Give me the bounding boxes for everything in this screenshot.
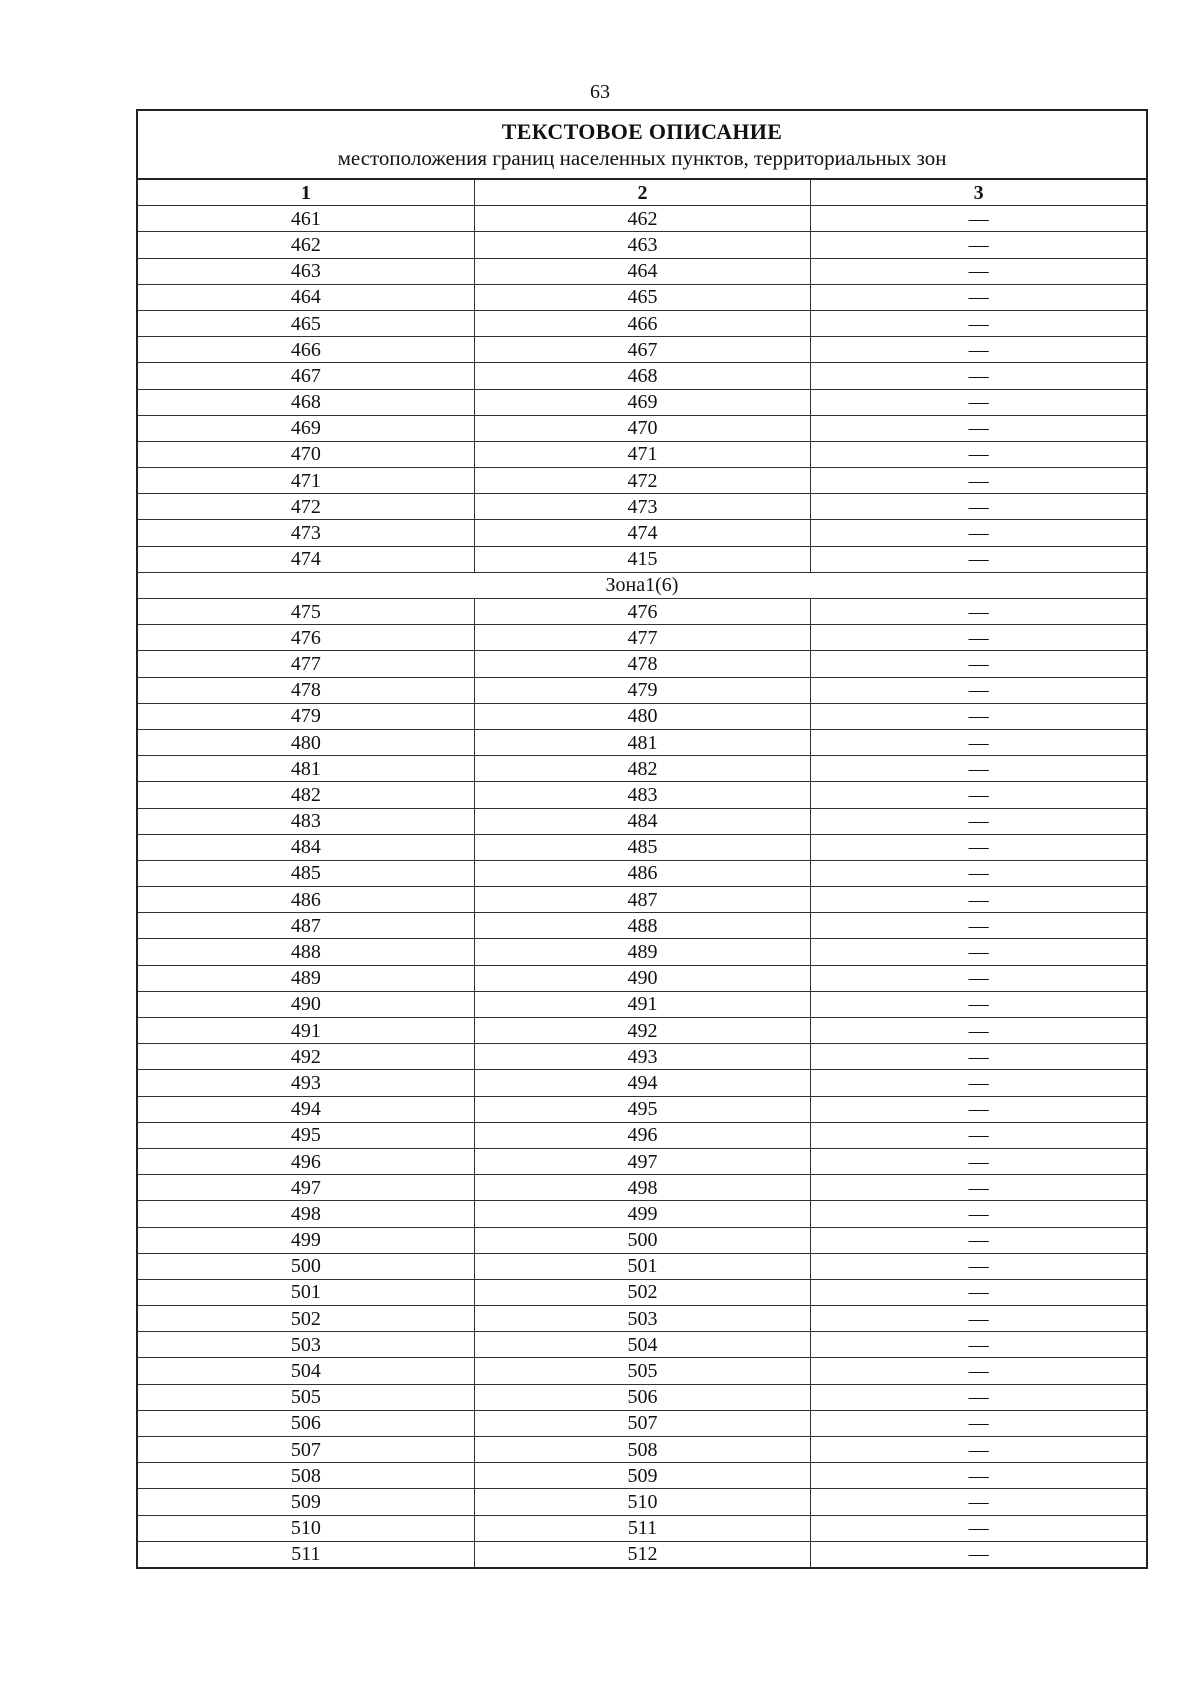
- point-number-cell: 484: [137, 834, 474, 860]
- point-number-cell: 476: [474, 599, 810, 625]
- point-number-cell: 490: [474, 965, 810, 991]
- table-row: [137, 389, 1147, 415]
- point-number-cell: 505: [137, 1384, 474, 1410]
- point-number-cell: 466: [137, 337, 474, 363]
- point-number-cell: 493: [137, 1070, 474, 1096]
- point-number-cell: 497: [137, 1175, 474, 1201]
- dash-cell: —: [811, 834, 1147, 860]
- table-row: [137, 258, 1147, 284]
- point-number-cell: 476: [137, 625, 474, 651]
- table-row: [137, 834, 1147, 860]
- point-number-cell: 485: [474, 834, 810, 860]
- dash-cell: —: [811, 1515, 1147, 1541]
- point-number-cell: 489: [474, 939, 810, 965]
- table-row: [137, 1489, 1147, 1515]
- point-number-cell: 483: [137, 808, 474, 834]
- dash-cell: —: [811, 756, 1147, 782]
- dash-cell: —: [811, 729, 1147, 755]
- dash-cell: —: [811, 1018, 1147, 1044]
- point-number-cell: 463: [137, 258, 474, 284]
- zone-row: [137, 572, 1147, 598]
- point-number-cell: 469: [137, 415, 474, 441]
- table-row: [137, 860, 1147, 886]
- boundary-description-table: [136, 109, 1148, 1569]
- dash-cell: —: [811, 389, 1147, 415]
- dash-cell: —: [811, 1096, 1147, 1122]
- dash-cell: —: [811, 1044, 1147, 1070]
- table-body: [137, 110, 1147, 1568]
- table-row: [137, 337, 1147, 363]
- dash-cell: —: [811, 1201, 1147, 1227]
- table-row: [137, 415, 1147, 441]
- point-number-cell: 498: [137, 1201, 474, 1227]
- dash-cell: —: [811, 1279, 1147, 1305]
- point-number-cell: 479: [474, 677, 810, 703]
- point-number-cell: 484: [474, 808, 810, 834]
- dash-cell: —: [811, 337, 1147, 363]
- point-number-cell: 475: [137, 599, 474, 625]
- point-number-cell: 503: [474, 1306, 810, 1332]
- dash-cell: —: [811, 1070, 1147, 1096]
- table-row: [137, 887, 1147, 913]
- table-row: [137, 782, 1147, 808]
- dash-cell: —: [811, 625, 1147, 651]
- point-number-cell: 479: [137, 703, 474, 729]
- point-number-cell: 466: [474, 310, 810, 336]
- dash-cell: —: [811, 441, 1147, 467]
- dash-cell: —: [811, 1541, 1147, 1568]
- point-number-cell: 496: [137, 1148, 474, 1174]
- dash-cell: —: [811, 939, 1147, 965]
- dash-cell: —: [811, 258, 1147, 284]
- table-row: [137, 756, 1147, 782]
- page-number: 63: [590, 81, 610, 103]
- point-number-cell: 507: [474, 1410, 810, 1436]
- point-number-cell: 495: [474, 1096, 810, 1122]
- point-number-cell: 500: [474, 1227, 810, 1253]
- dash-cell: —: [811, 1358, 1147, 1384]
- table-row: [137, 1201, 1147, 1227]
- table-row: [137, 677, 1147, 703]
- point-number-cell: 473: [474, 494, 810, 520]
- dash-cell: —: [811, 520, 1147, 546]
- point-number-cell: 482: [474, 756, 810, 782]
- table-row: [137, 520, 1147, 546]
- table-row: [137, 599, 1147, 625]
- point-number-cell: 478: [474, 651, 810, 677]
- point-number-cell: 500: [137, 1253, 474, 1279]
- table-row: [137, 1463, 1147, 1489]
- point-number-cell: 502: [474, 1279, 810, 1305]
- dash-cell: —: [811, 1489, 1147, 1515]
- point-number-cell: 509: [137, 1489, 474, 1515]
- table-row: [137, 1148, 1147, 1174]
- point-number-cell: 471: [474, 441, 810, 467]
- point-number-cell: 465: [474, 284, 810, 310]
- point-number-cell: 499: [137, 1227, 474, 1253]
- dash-cell: —: [811, 1437, 1147, 1463]
- point-number-cell: 492: [137, 1044, 474, 1070]
- dash-cell: —: [811, 310, 1147, 336]
- table-row: [137, 703, 1147, 729]
- point-number-cell: 465: [137, 310, 474, 336]
- point-number-cell: 512: [474, 1541, 810, 1568]
- dash-cell: —: [811, 363, 1147, 389]
- point-number-cell: 501: [474, 1253, 810, 1279]
- point-number-cell: 478: [137, 677, 474, 703]
- dash-cell: —: [811, 1332, 1147, 1358]
- dash-cell: —: [811, 808, 1147, 834]
- table-row: [137, 441, 1147, 467]
- point-number-cell: 506: [137, 1410, 474, 1436]
- point-number-cell: 493: [474, 1044, 810, 1070]
- point-number-cell: 469: [474, 389, 810, 415]
- table-row: [137, 965, 1147, 991]
- column-header-row: [137, 179, 1147, 206]
- table-row: [137, 939, 1147, 965]
- point-number-cell: 464: [137, 284, 474, 310]
- table-row: [137, 729, 1147, 755]
- point-number-cell: 488: [474, 913, 810, 939]
- dash-cell: —: [811, 1227, 1147, 1253]
- table-row: [137, 991, 1147, 1017]
- point-number-cell: 497: [474, 1148, 810, 1174]
- point-number-cell: 470: [474, 415, 810, 441]
- table-row: [137, 1175, 1147, 1201]
- table-row: [137, 284, 1147, 310]
- title-row: [137, 110, 1147, 179]
- table-row: [137, 1070, 1147, 1096]
- dash-cell: —: [811, 1175, 1147, 1201]
- table-row: [137, 232, 1147, 258]
- point-number-cell: 468: [474, 363, 810, 389]
- point-number-cell: 471: [137, 468, 474, 494]
- dash-cell: —: [811, 1384, 1147, 1410]
- point-number-cell: 477: [474, 625, 810, 651]
- dash-cell: —: [811, 677, 1147, 703]
- point-number-cell: 468: [137, 389, 474, 415]
- point-number-cell: 501: [137, 1279, 474, 1305]
- point-number-cell: 470: [137, 441, 474, 467]
- dash-cell: —: [811, 415, 1147, 441]
- point-number-cell: 506: [474, 1384, 810, 1410]
- point-number-cell: 467: [137, 363, 474, 389]
- point-number-cell: 494: [137, 1096, 474, 1122]
- dash-cell: —: [811, 991, 1147, 1017]
- dash-cell: —: [811, 494, 1147, 520]
- point-number-cell: 509: [474, 1463, 810, 1489]
- table-row: [137, 1044, 1147, 1070]
- point-number-cell: 511: [474, 1515, 810, 1541]
- point-number-cell: 474: [474, 520, 810, 546]
- table-row: [137, 546, 1147, 572]
- column-header-2: 2: [474, 179, 810, 206]
- point-number-cell: 488: [137, 939, 474, 965]
- table-row: [137, 1437, 1147, 1463]
- table-row: [137, 1279, 1147, 1305]
- table-row: [137, 1515, 1147, 1541]
- point-number-cell: 485: [137, 860, 474, 886]
- table-row: [137, 808, 1147, 834]
- point-number-cell: 510: [474, 1489, 810, 1515]
- point-number-cell: 462: [474, 206, 810, 232]
- table-row: [137, 363, 1147, 389]
- point-number-cell: 491: [474, 991, 810, 1017]
- table-row: [137, 1384, 1147, 1410]
- point-number-cell: 482: [137, 782, 474, 808]
- point-number-cell: 508: [137, 1463, 474, 1489]
- table-row: [137, 1122, 1147, 1148]
- point-number-cell: 483: [474, 782, 810, 808]
- dash-cell: —: [811, 1463, 1147, 1489]
- dash-cell: —: [811, 599, 1147, 625]
- table-row: [137, 494, 1147, 520]
- dash-cell: —: [811, 1410, 1147, 1436]
- point-number-cell: 490: [137, 991, 474, 1017]
- point-number-cell: 473: [137, 520, 474, 546]
- point-number-cell: 486: [474, 860, 810, 886]
- point-number-cell: 489: [137, 965, 474, 991]
- point-number-cell: 491: [137, 1018, 474, 1044]
- point-number-cell: 507: [137, 1437, 474, 1463]
- point-number-cell: 480: [137, 729, 474, 755]
- point-number-cell: 472: [474, 468, 810, 494]
- point-number-cell: 508: [474, 1437, 810, 1463]
- dash-cell: —: [811, 1122, 1147, 1148]
- point-number-cell: 504: [474, 1332, 810, 1358]
- point-number-cell: 480: [474, 703, 810, 729]
- dash-cell: —: [811, 206, 1147, 232]
- dash-cell: —: [811, 232, 1147, 258]
- column-header-1: 1: [137, 179, 474, 206]
- point-number-cell: 487: [137, 913, 474, 939]
- table-row: [137, 1410, 1147, 1436]
- dash-cell: —: [811, 546, 1147, 572]
- document-title: ТЕКСТОВОЕ ОПИСАНИЕ: [501, 118, 783, 144]
- point-number-cell: 503: [137, 1332, 474, 1358]
- point-number-cell: 415: [474, 546, 810, 572]
- dash-cell: —: [811, 1253, 1147, 1279]
- point-number-cell: 511: [137, 1541, 474, 1568]
- point-number-cell: 486: [137, 887, 474, 913]
- point-number-cell: 502: [137, 1306, 474, 1332]
- table-row: [137, 1541, 1147, 1568]
- dash-cell: —: [811, 1306, 1147, 1332]
- dash-cell: —: [811, 468, 1147, 494]
- point-number-cell: 499: [474, 1201, 810, 1227]
- document-subtitle: местоположения границ населенных пунктов, территориальных зон: [337, 145, 947, 170]
- dash-cell: —: [811, 913, 1147, 939]
- table-row: [137, 1358, 1147, 1384]
- table-row: [137, 310, 1147, 336]
- point-number-cell: 463: [474, 232, 810, 258]
- point-number-cell: 495: [137, 1122, 474, 1148]
- table-row: [137, 651, 1147, 677]
- dash-cell: —: [811, 651, 1147, 677]
- point-number-cell: 504: [137, 1358, 474, 1384]
- point-number-cell: 498: [474, 1175, 810, 1201]
- dash-cell: —: [811, 1148, 1147, 1174]
- point-number-cell: 492: [474, 1018, 810, 1044]
- point-number-cell: 510: [137, 1515, 474, 1541]
- table-row: [137, 1227, 1147, 1253]
- point-number-cell: 474: [137, 546, 474, 572]
- table-row: [137, 1332, 1147, 1358]
- dash-cell: —: [811, 965, 1147, 991]
- table-row: [137, 1096, 1147, 1122]
- point-number-cell: 462: [137, 232, 474, 258]
- column-header-3: 3: [811, 179, 1147, 206]
- title-cell: [137, 110, 1147, 179]
- point-number-cell: 481: [137, 756, 474, 782]
- table-row: [137, 206, 1147, 232]
- point-number-cell: 481: [474, 729, 810, 755]
- point-number-cell: 496: [474, 1122, 810, 1148]
- table-row: [137, 625, 1147, 651]
- table-row: [137, 913, 1147, 939]
- zone-label: Зона1(6): [137, 572, 1147, 598]
- table-row: [137, 1018, 1147, 1044]
- dash-cell: —: [811, 703, 1147, 729]
- table-row: [137, 1306, 1147, 1332]
- point-number-cell: 494: [474, 1070, 810, 1096]
- point-number-cell: 472: [137, 494, 474, 520]
- point-number-cell: 477: [137, 651, 474, 677]
- point-number-cell: 464: [474, 258, 810, 284]
- table-row: [137, 468, 1147, 494]
- dash-cell: —: [811, 284, 1147, 310]
- point-number-cell: 487: [474, 887, 810, 913]
- dash-cell: —: [811, 887, 1147, 913]
- point-number-cell: 461: [137, 206, 474, 232]
- point-number-cell: 505: [474, 1358, 810, 1384]
- dash-cell: —: [811, 860, 1147, 886]
- dash-cell: —: [811, 782, 1147, 808]
- table-row: [137, 1253, 1147, 1279]
- point-number-cell: 467: [474, 337, 810, 363]
